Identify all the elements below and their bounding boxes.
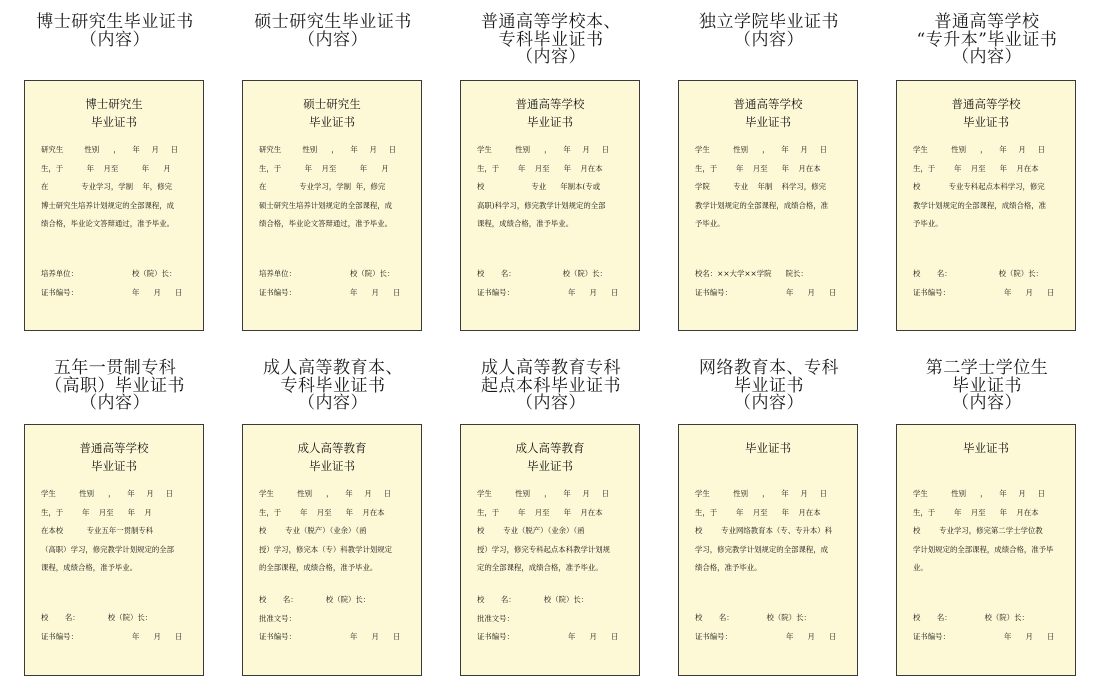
certificate-title: [461, 95, 639, 131]
certificate-footer-line: 证书编号： 年 月 日: [913, 287, 1055, 297]
certificate-footer-line: 校 名： 校（院）长：: [913, 613, 1029, 622]
certificate-footer: [477, 265, 627, 302]
certificate-body: [41, 141, 191, 234]
certificate-footer: [41, 265, 191, 302]
certificate-body-line: 绩合格，毕业论文答辩通过，准予毕业。: [41, 219, 175, 228]
caption-line: 硕士研究生毕业证书: [254, 12, 412, 32]
certificate-item: [896, 360, 1078, 676]
certificate-title-line: 普通高等学校: [515, 97, 585, 111]
certificate-body-line: 校 专业 年制本(专或: [477, 182, 601, 191]
certificate-body-line: 教学计划规定的全部课程，成绩合格，准: [913, 200, 1047, 210]
certificate-body: [259, 485, 409, 578]
certificate-body: [913, 141, 1063, 234]
certificate-item: [678, 360, 860, 676]
certificate-title: [25, 95, 203, 131]
certificate-body-line: 校 专业学习，修完第二学士学位教: [913, 526, 1043, 535]
certificate-item: [460, 14, 642, 331]
certificate-footer-line: 证书编号： 年 月 日: [259, 287, 401, 297]
caption-line: （内容）: [952, 47, 1022, 67]
caption-line: 网络教育本、专科: [699, 358, 839, 378]
certificate-footer-line: 证书编号： 年 月 日: [695, 287, 837, 297]
caption-line: 博士研究生毕业证书: [36, 12, 194, 32]
caption-line: 独立学院毕业证书: [699, 12, 839, 32]
certificate-footer: [913, 265, 1063, 302]
caption-line: 五年一贯制专科: [53, 358, 177, 378]
certificate-body-line: 学生 性别 ， 年 月 日: [695, 489, 827, 498]
certificate-footer: [41, 609, 191, 646]
certificate-title: [25, 439, 203, 475]
certificate-title-line: 毕业证书: [745, 441, 791, 455]
caption-line: （内容）: [80, 29, 150, 50]
certificate-item: [896, 14, 1078, 331]
certificate-footer-line: 校 名： 校（院）长：: [477, 595, 589, 604]
certificate-card: [896, 80, 1076, 331]
certificate-title-line: 成人高等教育: [515, 441, 585, 455]
certificate-body-line: 生，于 年 月至 年 月在本: [477, 163, 603, 173]
certificate-footer-line: 培养单位： 校（院）长：: [41, 269, 177, 278]
certificate-card: [24, 424, 204, 676]
certificate-body-line: 生，于 年 月至 年 月: [41, 507, 152, 517]
certificate-footer-line: 证书编号： 年 月 日: [41, 287, 183, 297]
certificate-body-line: 授）学习，修完专科起点本科教学计划规: [477, 544, 611, 554]
certificate-body: [695, 485, 845, 578]
caption-line: “专升本”毕业证书: [916, 29, 1058, 50]
certificate-body-line: 高职)科学习，修完教学计划规定的全部: [477, 200, 606, 210]
caption-line: 普通高等学校本、: [481, 12, 621, 32]
certificate-title-line: 毕业证书: [91, 459, 137, 473]
certificate-body-line: 校 专业网络教育本（专、专升本）科: [695, 526, 833, 535]
certificate-body-line: 研究生 性别 ， 年 月 日: [41, 145, 178, 154]
certificate-body: [477, 141, 627, 234]
certificate-title: [461, 439, 639, 475]
certificate-body-line: 学生 性别 ， 年 月 日: [695, 145, 827, 154]
certificate-caption: [896, 360, 1078, 413]
certificate-card: [896, 424, 1076, 676]
certificate-body-line: 学计划规定的全部课程，成绩合格，准予毕: [913, 544, 1054, 554]
certificate-card: [24, 80, 204, 331]
certificate-caption: [24, 360, 206, 413]
certificate-body-line: 研究生 性别 ， 年 月 日: [259, 145, 396, 154]
certificate-body: [41, 485, 191, 578]
certificate-body-line: 生，于 年 月至 年 月在本: [913, 163, 1039, 173]
caption-line: （内容）: [516, 47, 586, 67]
caption-line: 普通高等学校: [934, 12, 1040, 32]
certificate-footer-line: 校 名： 校（院）长：: [41, 613, 153, 622]
caption-line: 成人高等教育本、: [263, 358, 403, 378]
certificate-body-line: 生，于 年 月至 年 月: [259, 163, 389, 173]
certificate-body-line: 在 专业学习，学制 年，修完: [41, 182, 172, 191]
certificate-body-line: 硕士研究生培养计划规定的全部课程，成: [259, 200, 393, 210]
certificate-body-line: 课程，成绩合格，准予毕业。: [41, 563, 138, 572]
certificate-body-line: 学院 专业 年制 科学习，修完: [695, 182, 826, 191]
certificate-title: [243, 439, 421, 475]
caption-line: （内容）: [952, 393, 1022, 413]
certificate-body-line: 的全部课程，成绩合格，准予毕业。: [259, 563, 378, 572]
certificate-title: [243, 95, 421, 131]
certificate-footer-line: 校 名： 校（院）长：: [477, 269, 607, 278]
certificate-body-line: 课程，成绩合格，准予毕业。: [477, 219, 574, 228]
certificate-body-line: 在本校 专业五年一贯制专科: [41, 526, 154, 535]
caption-line: 专科毕业证书: [280, 375, 386, 396]
certificate-title: [679, 95, 857, 131]
caption-line: 专科毕业证书: [498, 29, 604, 50]
certificate-item: [24, 360, 206, 676]
caption-line: 毕业证书: [952, 375, 1022, 396]
certificate-body-line: 学生 性别 ， 年 月 日: [41, 489, 173, 498]
certificate-caption: [242, 360, 424, 413]
certificate-body-line: 生，于 年 月至 年 月在本: [695, 507, 821, 517]
certificate-title-line: 毕业证书: [745, 115, 791, 129]
certificate-footer-line: 校 名： 校（院）长：: [913, 269, 1043, 278]
certificate-body-line: 学生 性别 ， 年 月 日: [477, 145, 609, 154]
certificate-body: [913, 485, 1063, 578]
certificate-item: [460, 360, 642, 676]
certificate-body: [695, 141, 845, 234]
certificate-body-line: 学生 性别 ， 年 月 日: [913, 145, 1045, 154]
certificate-title-line: 毕业证书: [527, 115, 573, 129]
certificate-footer: [913, 609, 1063, 646]
certificate-card: [242, 80, 422, 331]
certificate-item: [242, 360, 424, 676]
certificate-title-line: 毕业证书: [963, 441, 1009, 455]
certificate-body-line: 学生 性别 ， 年 月 日: [913, 489, 1045, 498]
certificate-caption: [678, 360, 860, 413]
certificate-footer: [259, 591, 409, 647]
certificate-caption: [24, 14, 206, 49]
certificate-caption: [242, 14, 424, 49]
caption-line: （内容）: [80, 393, 150, 413]
certificate-card: [678, 424, 858, 676]
certificate-caption: [896, 14, 1078, 67]
certificate-body-line: 校 专业（脱产）（业余）（函: [477, 526, 585, 535]
certificate-footer: [695, 265, 845, 302]
caption-line: 第二学士学位生: [925, 358, 1049, 378]
certificate-card: [678, 80, 858, 331]
certificate-title-line: 普通高等学校: [951, 97, 1021, 111]
caption-line: （内容）: [734, 393, 804, 413]
certificate-title-line: 毕业证书: [309, 459, 355, 473]
certificate-footer-line: 校名：××大学××学院 院长：: [695, 269, 808, 278]
caption-line: （内容）: [298, 393, 368, 413]
certificate-body-line: 学习，修完教学计划规定的全部课程，成: [695, 544, 829, 554]
caption-line: 起点本科毕业证书: [481, 375, 621, 396]
certificate-footer-line: 证书编号： 年 月 日: [259, 632, 401, 641]
caption-line: 毕业证书: [734, 375, 804, 396]
certificate-body-line: 予毕业。: [695, 219, 725, 228]
certificate-body-line: 生，于 年 月至 年 月在本: [695, 163, 821, 173]
certificate-title-line: 硕士研究生: [303, 97, 361, 111]
certificate-title-line: 成人高等教育: [297, 441, 367, 455]
certificate-body-line: 教学计划规定的全部课程，成绩合格，准: [695, 200, 829, 210]
certificate-body-line: 生，于 年 月至 年 月: [41, 163, 171, 173]
certificate-footer: [259, 265, 409, 302]
certificate-title: [897, 95, 1075, 131]
certificate-caption: [460, 14, 642, 67]
certificate-body-line: 生，于 年 月至 年 月在本: [477, 507, 603, 517]
certificate-footer-line: 校 名： 校（院）长：: [695, 613, 811, 622]
certificate-footer-line: 培养单位： 校（院）长：: [259, 269, 395, 278]
certificate-card: [242, 424, 422, 676]
caption-line: （内容）: [734, 29, 804, 50]
certificate-title-line: 普通高等学校: [733, 97, 803, 111]
certificate-title-line: 毕业证书: [963, 115, 1009, 129]
certificate-body-line: 校 专业（脱产）（业余）（函: [259, 526, 367, 535]
certificate-footer: [477, 591, 627, 647]
certificate-title-line: 毕业证书: [309, 115, 355, 129]
caption-line: （高职）毕业证书: [45, 375, 185, 396]
certificate-title-line: 毕业证书: [527, 459, 573, 473]
certificate-item: [24, 14, 206, 331]
certificate-title: [897, 439, 1075, 457]
certificate-body: [259, 141, 409, 234]
certificate-footer-line: 证书编号： 年 月 日: [913, 631, 1055, 641]
certificate-title-line: 毕业证书: [91, 115, 137, 129]
certificate-body-line: 生，于 年 月至 年 月在本: [913, 507, 1039, 517]
certificate-footer: [695, 609, 845, 646]
certificate-footer-line: 证书编号： 年 月 日: [477, 632, 619, 641]
certificate-card: [460, 424, 640, 676]
certificate-body-line: 学生 性别 ， 年 月 日: [477, 489, 609, 498]
certificate-item: [678, 14, 860, 331]
certificate-footer-line: 批准文号：: [477, 613, 514, 623]
certificate-body: [477, 485, 627, 578]
certificate-body-line: （高职）学习，修完教学计划规定的全部: [41, 544, 175, 554]
certificate-body-line: 生，于 年 月至 年 月在本: [259, 507, 385, 517]
certificate-footer-line: 证书编号： 年 月 日: [477, 287, 619, 297]
certificate-title-line: 博士研究生: [85, 97, 143, 111]
certificate-body-line: 授）学习，修完本（专）科教学计划规定: [259, 544, 393, 554]
certificate-body-line: 予毕业。: [913, 219, 943, 228]
certificate-body-line: 在 专业学习，学制 年，修完: [259, 182, 386, 191]
certificate-caption: [460, 360, 642, 413]
certificate-body-line: 绩合格，准予毕业。: [695, 563, 762, 572]
caption-line: 成人高等教育专科: [481, 358, 621, 378]
certificate-body-line: 绩合格，毕业论文答辩通过，准予毕业。: [259, 219, 393, 228]
caption-line: （内容）: [516, 393, 586, 413]
certificate-title-line: 普通高等学校: [79, 441, 149, 455]
certificate-footer-line: 批准文号：: [259, 613, 296, 623]
certificate-footer-line: 证书编号： 年 月 日: [41, 631, 183, 641]
certificate-body-line: 博士研究生培养计划规定的全部课程，成: [41, 200, 175, 210]
certificate-title: [679, 439, 857, 457]
certificate-body-line: 业。: [913, 563, 928, 572]
caption-line: （内容）: [298, 29, 368, 50]
certificate-footer-line: 校 名： 校（院）长：: [259, 595, 371, 604]
certificate-body-line: 学生 性别 ， 年 月 日: [259, 489, 391, 498]
certificate-card: [460, 80, 640, 331]
certificate-body-line: 定的全部课程，成绩合格，准予毕业。: [477, 563, 603, 572]
certificate-caption: [678, 14, 860, 49]
certificate-body-line: 校 专业专科起点本科学习，修完: [913, 182, 1045, 191]
certificate-footer-line: 证书编号： 年 月 日: [695, 631, 837, 641]
certificate-item: [242, 14, 424, 331]
